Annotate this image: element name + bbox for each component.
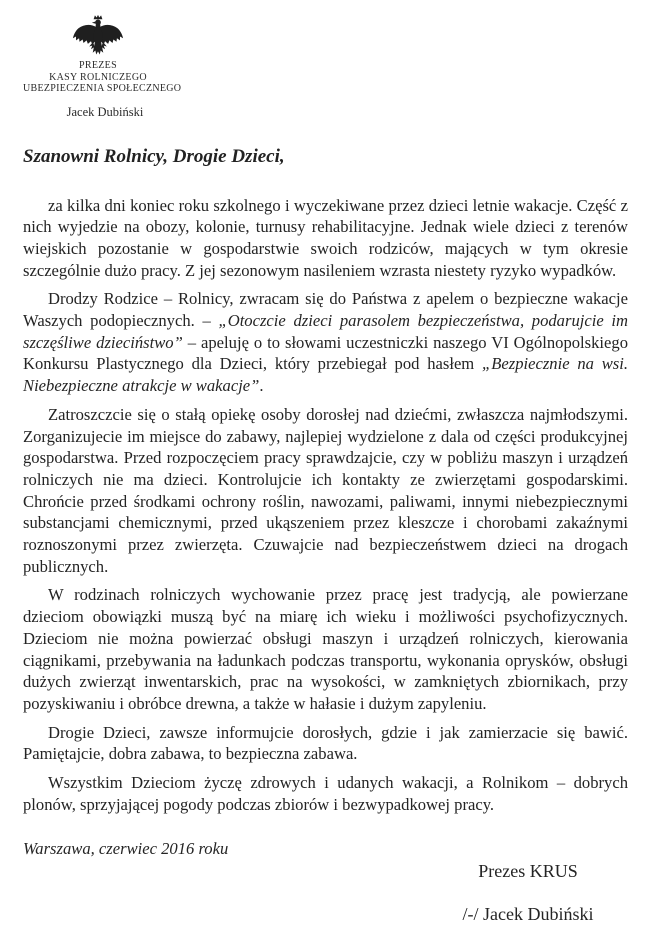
paragraph-6-text: Wszystkim Dzieciom życzę zdrowych i udanych wakacji, a Rolnikom – dobrych plonów, sprzyjającej pogody podczas zbiorów i bezwypadkowej pracy.: [23, 773, 628, 814]
paragraph-6: [23, 772, 628, 815]
letter-body: [23, 195, 628, 816]
signature-title: Prezes KRUS: [478, 861, 578, 882]
letterhead-title-line-1: PREZES: [79, 60, 117, 71]
signature-block: [428, 861, 628, 925]
paragraph-1: [23, 195, 628, 282]
paragraph-1-text: za kilka dni koniec roku szkolnego i wyczekiwane przez dzieci letnie wakacje. Część z nich wyjedzie na obozy, kolonie, turnusy rehabilitacyjne. Jednak wiele dzieci z terenów wiejskich pozostanie w gospodarstwie swoich rodziców, mających w tym okresie szczególnie dużo pracy. Z jej sezonowym nasileniem wzrasta niestety ryzyko wypadków.: [23, 195, 628, 280]
paragraph-2-text-continued: – apeluję o to słowami uczestniczki naszego VI Ogólnopolskiego Konkursu Plastycznego dla Dzieci, który przebiegał pod hasłem: [23, 332, 628, 374]
paragraph-4-text: W rodzinach rolniczych wychowanie przez pracę jest tradycją, ale powierzane dzieciom obowiązki muszą być na miarę ich wieku i możliwości psychofizycznych. Dzieciom nie można powierzać obsługi maszyn i urządzeń rolniczych, kierowania ciągnikami, przebywania na ładunkach podczas transportu, wykonania oprysków, obsługi dużych zwierząt inwentarskich, prac na wysokości, w zamkniętych zbiornikach, przy pozyskiwaniu i obróbce drewna, a także w hałasie i dużym zapyleniu.: [23, 585, 628, 713]
paragraph-4: [23, 584, 628, 714]
polish-eagle-icon: [71, 14, 125, 58]
letterhead-title-line-2: KASY ROLNICZEGO: [49, 71, 147, 83]
paragraph-5-text: Drogie Dzieci, zawsze informujcie dorosłych, gdzie i jak zamierzacie się bawić. Pamiętajcie, dobra zabawa, to bezpieczna zabawa.: [23, 722, 628, 764]
signature-name: /-/ Jacek Dubiński: [462, 904, 594, 925]
quote-parasol: „Otoczcie dzieci parasolem bezpieczeństwa, podarujcie im szczęśliwe dzieciństwo”: [23, 311, 628, 352]
dateline: Warszawa, czerwiec 2016 roku: [23, 839, 229, 859]
paragraph-2-text: Drodzy Rodzice – Rolnicy, zwracam się do Państwa z apelem o bezpieczne wakacje Waszych podopiecznych. –: [23, 289, 628, 331]
letterhead: [23, 14, 182, 120]
paragraph-3: [23, 404, 628, 578]
salutation: Szanowni Rolnicy, Drogie Dzieci,: [23, 145, 285, 167]
paragraph-2: [23, 288, 628, 397]
letterhead-title-line-3: UBEZPIECZENIA SPOŁECZNEGO: [23, 83, 182, 94]
paragraph-5: [23, 722, 628, 765]
paragraph-2-period: .: [259, 376, 264, 396]
paragraph-3-text: Zatroszczcie się o stałą opiekę osoby dorosłej nad dziećmi, zwłaszcza najmłodszymi. Zorganizujecie im miejsce do zabawy, najlepiej wydzielone z dala od części produkcyjnej gospodarstwa. Przed rozpoczęciem pracy sprawdzajcie, czy w pobliżu maszyn i urządzeń rolniczych nie ma dzieci. Kontrolujcie ich kontakty ze zwierzętami gospodarskimi. Chrońcie przed środkami ochrony roślin, nawozami, paliwami, innymi niebezpiecznymi substancjami chemicznymi, przed ukąszeniem przez kleszcze i chorobami zakaźnymi roznoszonymi przez zwierzęta. Czuwajcie nad bezpieczeństwem dzieci na drogach publicznych.: [23, 404, 628, 576]
quote-contest-slogan: „Bezpiecznie na wsi. Niebezpieczne atrakcje w wakacje”: [23, 354, 628, 396]
sender-name: Jacek Dubiński: [66, 104, 144, 119]
